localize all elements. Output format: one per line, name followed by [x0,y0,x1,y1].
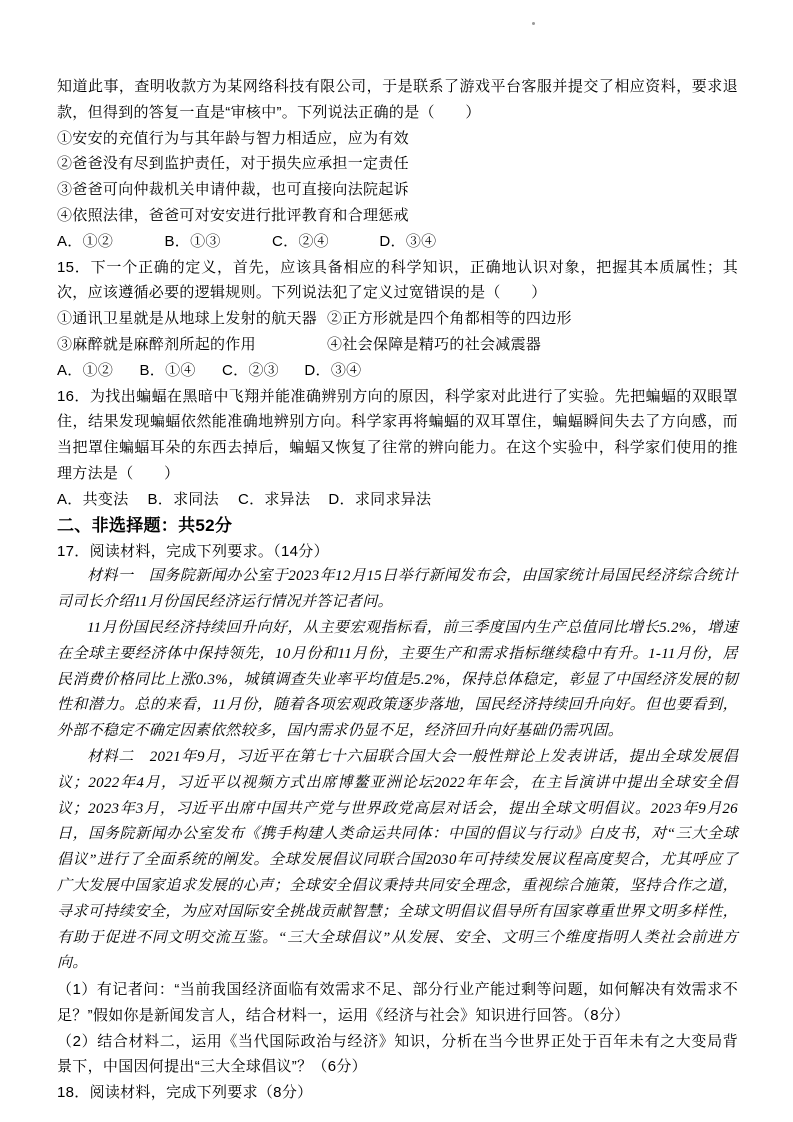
q17-subquestion-2: （2）结合材料二，运用《当代国际政治与经济》知识，分析在当今世界正处于百年未有之大变局背景下，中国因何提出“三大全球倡议”？（6分） [57,1032,738,1076]
q14-option-1: ①安安的充值行为与其年龄与智力相适应，应为有效 [57,129,409,147]
q17-material-1-body: 11月份国民经济持续回升向好，从主要宏观指标看，前三季度国内生产总值同比增长5.2%，增速在全球主要经济体中保持领先，10月份和11月份，主要生产和需求指标继续稳中有升。1-11月份，居民消费价格同比上涨0.3%，城镇调查失业率平均值是5.2%，保持总体稳定，彰显了中国经济发展的韧性和潜力。总的来看，11月份，随着各项宏观政策逐步落地，国民经济持续回升向好。但也要看到，外部不稳定不确定因素依然较多，国内需求仍显不足，经济回升向好基础仍需巩固。 [57,619,738,740]
q14-answer-choices [57,229,738,255]
section-2-heading: 二、非选择题：共52分 [57,515,233,535]
q15-choice-d: D．③④ [304,361,362,379]
q14-choice-b: B．①③ [164,232,221,250]
q16-choice-b: B．求同法 [147,490,219,508]
q15-option-row-2 [57,332,738,358]
page-artifact-dot [532,22,535,25]
q16-choice-d: D．求同求异法 [328,490,432,508]
q14-option-4: ④依照法律，爸爸可对安安进行批评教育和合理惩戒 [57,206,409,224]
q17-material-1-intro: 材料一 国务院新闻办公室于2023年12月15日举行新闻发布会，由国家统计局国民经济综合统计司司长介绍11月份国民经济运行情况并答记者问。 [57,568,738,611]
q18-intro: 18．阅读材料，完成下列要求（8分） [57,1084,313,1102]
q14-choice-d: D．③④ [379,232,437,250]
q16-choice-c: C．求异法 [237,490,311,508]
q15-option-3: ③麻醉就是麻醉剂所起的作用 [57,335,256,353]
q17-intro: 17．阅读材料，完成下列要求。（14分） [57,542,329,560]
q15-choice-c: C．②③ [221,361,279,379]
q16-stem: 16．为找出蝙蝠在黑暗中飞翔并能准确辨别方向的原因，科学家对此进行了实验。先把蝙蝠的双眼罩住，结果发现蝙蝠依然能准确地辨别方向。科学家再将蝙蝠的双耳罩住，蝙蝠瞬间失去了方向感，而当把罩住蝙蝠耳朵的东西去掉后，蝙蝠又恢复了往常的辨向能力。在这个实验中，科学家们使用的推理方法是（ ） [57,387,738,482]
q15-choice-a: A．①② [57,361,114,379]
q16-choice-a: A．共变法 [57,490,129,508]
q17-subquestion-1: （1）有记者问：“当前我国经济面临有效需求不足、部分行业产能过剩等问题，如何解决有效需求不足？”假如你是新闻发言人，结合材料一，运用《经济与社会》知识进行回答。（8分） [57,981,738,1024]
q14-stem: 知道此事，查明收款方为某网络科技有限公司，于是联系了游戏平台客服并提交了相应资料，要求退款，但得到的答复一直是“审核中”。下列说法正确的是（ ） [57,78,738,121]
q15-option-1: ①通讯卫星就是从地球上发射的航天器 [57,310,318,328]
q15-choice-b: B．①④ [139,361,196,379]
q14-option-2: ②爸爸没有尽到监护责任，对于损失应承担一定责任 [57,155,409,173]
q14-choice-c: C．②④ [271,232,329,250]
q17-material-2: 材料二 2021年9月，习近平在第七十六届联合国大会一般性辩论上发表讲话，提出全球发展倡议；2022年4月，习近平以视频方式出席博鳌亚洲论坛2022年年会，在主旨演讲中提出全球安全倡议；2023年3月，习近平出席中国共产党与世界政党高层对话会，提出全球文明倡议。2023年9月26日，国务院新闻办公室发布《携手构建人类命运共同体：中国的倡议与行动》白皮书，对“三大全球倡议”进行了全面系统的阐发。全球发展倡议同联合国2030年可持续发展议程高度契合，尤其呼应了广大发展中国家追求发展的心声；全球安全倡议秉持共同安全理念，重视综合施策，坚持合作之道，寻求可持续安全，为应对国际安全挑战贡献智慧；全球文明倡议倡导所有国家尊重世界文明多样性，有助于促进不同文明交流互鉴。“三大全球倡议”从发展、安全、文明三个维度指明人类社会前进方向。 [57,748,738,972]
q15-stem: 15．下一个正确的定义，首先，应该具备相应的科学知识，正确地认识对象，把握其本质属性；其次，应该遵循必要的逻辑规则。下列说法犯了定义过宽错误的是（ ） [57,258,738,302]
q14-option-3: ③爸爸可向仲裁机关申请仲裁，也可直接向法院起诉 [57,181,409,199]
q15-option-4: ④社会保障是精巧的社会减震器 [327,335,542,353]
q15-answer-choices [57,358,738,384]
q16-answer-choices [57,487,738,513]
q14-choice-a: A．①② [57,232,114,250]
q15-option-2: ②正方形就是四个角都相等的四边形 [327,310,572,328]
exam-content [57,74,738,1106]
q15-option-row-1 [57,306,738,332]
